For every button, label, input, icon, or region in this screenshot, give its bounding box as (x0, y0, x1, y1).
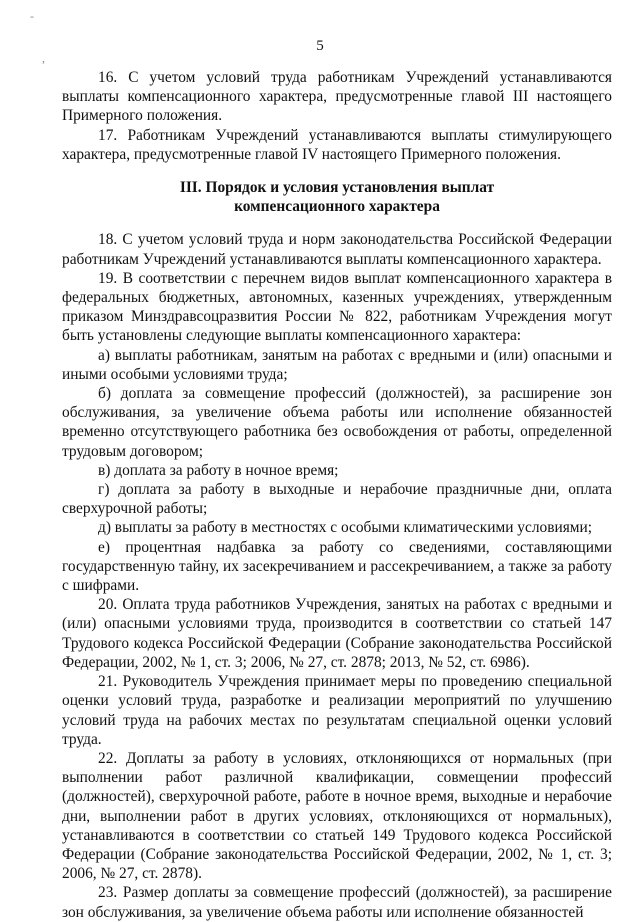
section-heading (62, 178, 612, 216)
paragraph-16: 16. С учетом условий труда работникам Учреждений устанавливаются выплаты компенсационного характера, предусмотренные главой III настоящего Примерного положения. (62, 69, 612, 125)
paragraph-20: 20. Оплата труда работников Учреждения, занятых на работах с вредными и (или) опасными условиями труда, производится в соответствии со статьей 147 Трудового кодекса Российской Федерации (Собрание законодательства Российской Федерации, 2002, № 1, ст. 3; 2006, № 27, ст. 2878; 2013, № 52, ст. 6986). (62, 596, 612, 671)
list-item-e: е) процентная надбавка за работу со сведениями, составляющими государственную тайну, их засекречиванием и рассекречиванием, а также за работу с шифрами. (62, 538, 612, 595)
section-heading-line-2: компенсационного характера (234, 198, 440, 216)
paragraph-23: 23. Размер доплаты за совмещение профессий (должностей), за расширение зон обслуживания, за увеличение объема работы или исполнение обязанностей (62, 884, 612, 921)
paragraph-22: 22. Доплаты за работу в условиях, отклоняющихся от нормальных (при выполнении работ различной квалификации, совмещении профессий (должностей), сверхурочной работе, работе в ночное время, выходные и нерабочие дни, выполнении работ в других условиях, отклоняющихся от нормальных), устанавливаются в соответствии со статьей 149 Трудового кодекса Российской Федерации (Собрание законодательства Российской Федерации, 2002, № 1, ст. 3; 2006, № 27, ст. 2878). (62, 749, 612, 883)
list-item-d: д) выплаты за работу в местностях с особыми климатическими условиями; (98, 519, 593, 537)
list-item-v: в) доплата за работу в ночное время; (98, 461, 339, 479)
page-number: 5 (316, 38, 324, 54)
scan-mark: - (30, 9, 34, 23)
list-item-a: а) выплаты работникам, занятым на работах с вредными и (или) опасными и иными особыми условиями труда; (62, 346, 612, 383)
list-item-b: б) доплата за совмещение профессий (должностей), за расширение зон обслуживания, за увеличение объема работы или исполнение обязанностей временно отсутствующего работника без освобождения от работы, определенной трудовым договором; (62, 385, 612, 460)
section-heading-line-1: III. Порядок и условия установления выплат (179, 179, 495, 197)
paragraph-21: 21. Руководитель Учреждения принимает меры по проведению специальной оценки условий труда, разработке и реализации мероприятий по улучшению условий труда на рабочих местах по результатам специальной оценки условий труда. (62, 673, 612, 748)
list-item-g: г) доплата за работу в выходные и нерабочие праздничные дни, оплата сверхурочной работы; (62, 481, 612, 518)
paragraph-17: 17. Работникам Учреждений устанавливаются выплаты стимулирующего характера, предусмотренные главой IV настоящего Примерного положения. (62, 126, 612, 163)
scan-mark: , (42, 51, 45, 65)
paragraph-18: 18. С учетом условий труда и норм законодательства Российской Федерации работникам Учреждений устанавливаются выплаты компенсационного характера. (62, 231, 612, 268)
document-body (62, 68, 612, 922)
paragraph-19: 19. В соответствии с перечнем видов выплат компенсационного характера в федеральных бюджетных, автономных, казенных учреждениях, утвержденным приказом Минздравсоцразвития России № 822, работникам Учреждения могут быть установлены следующие выплаты компенсационного характера: (62, 269, 612, 345)
